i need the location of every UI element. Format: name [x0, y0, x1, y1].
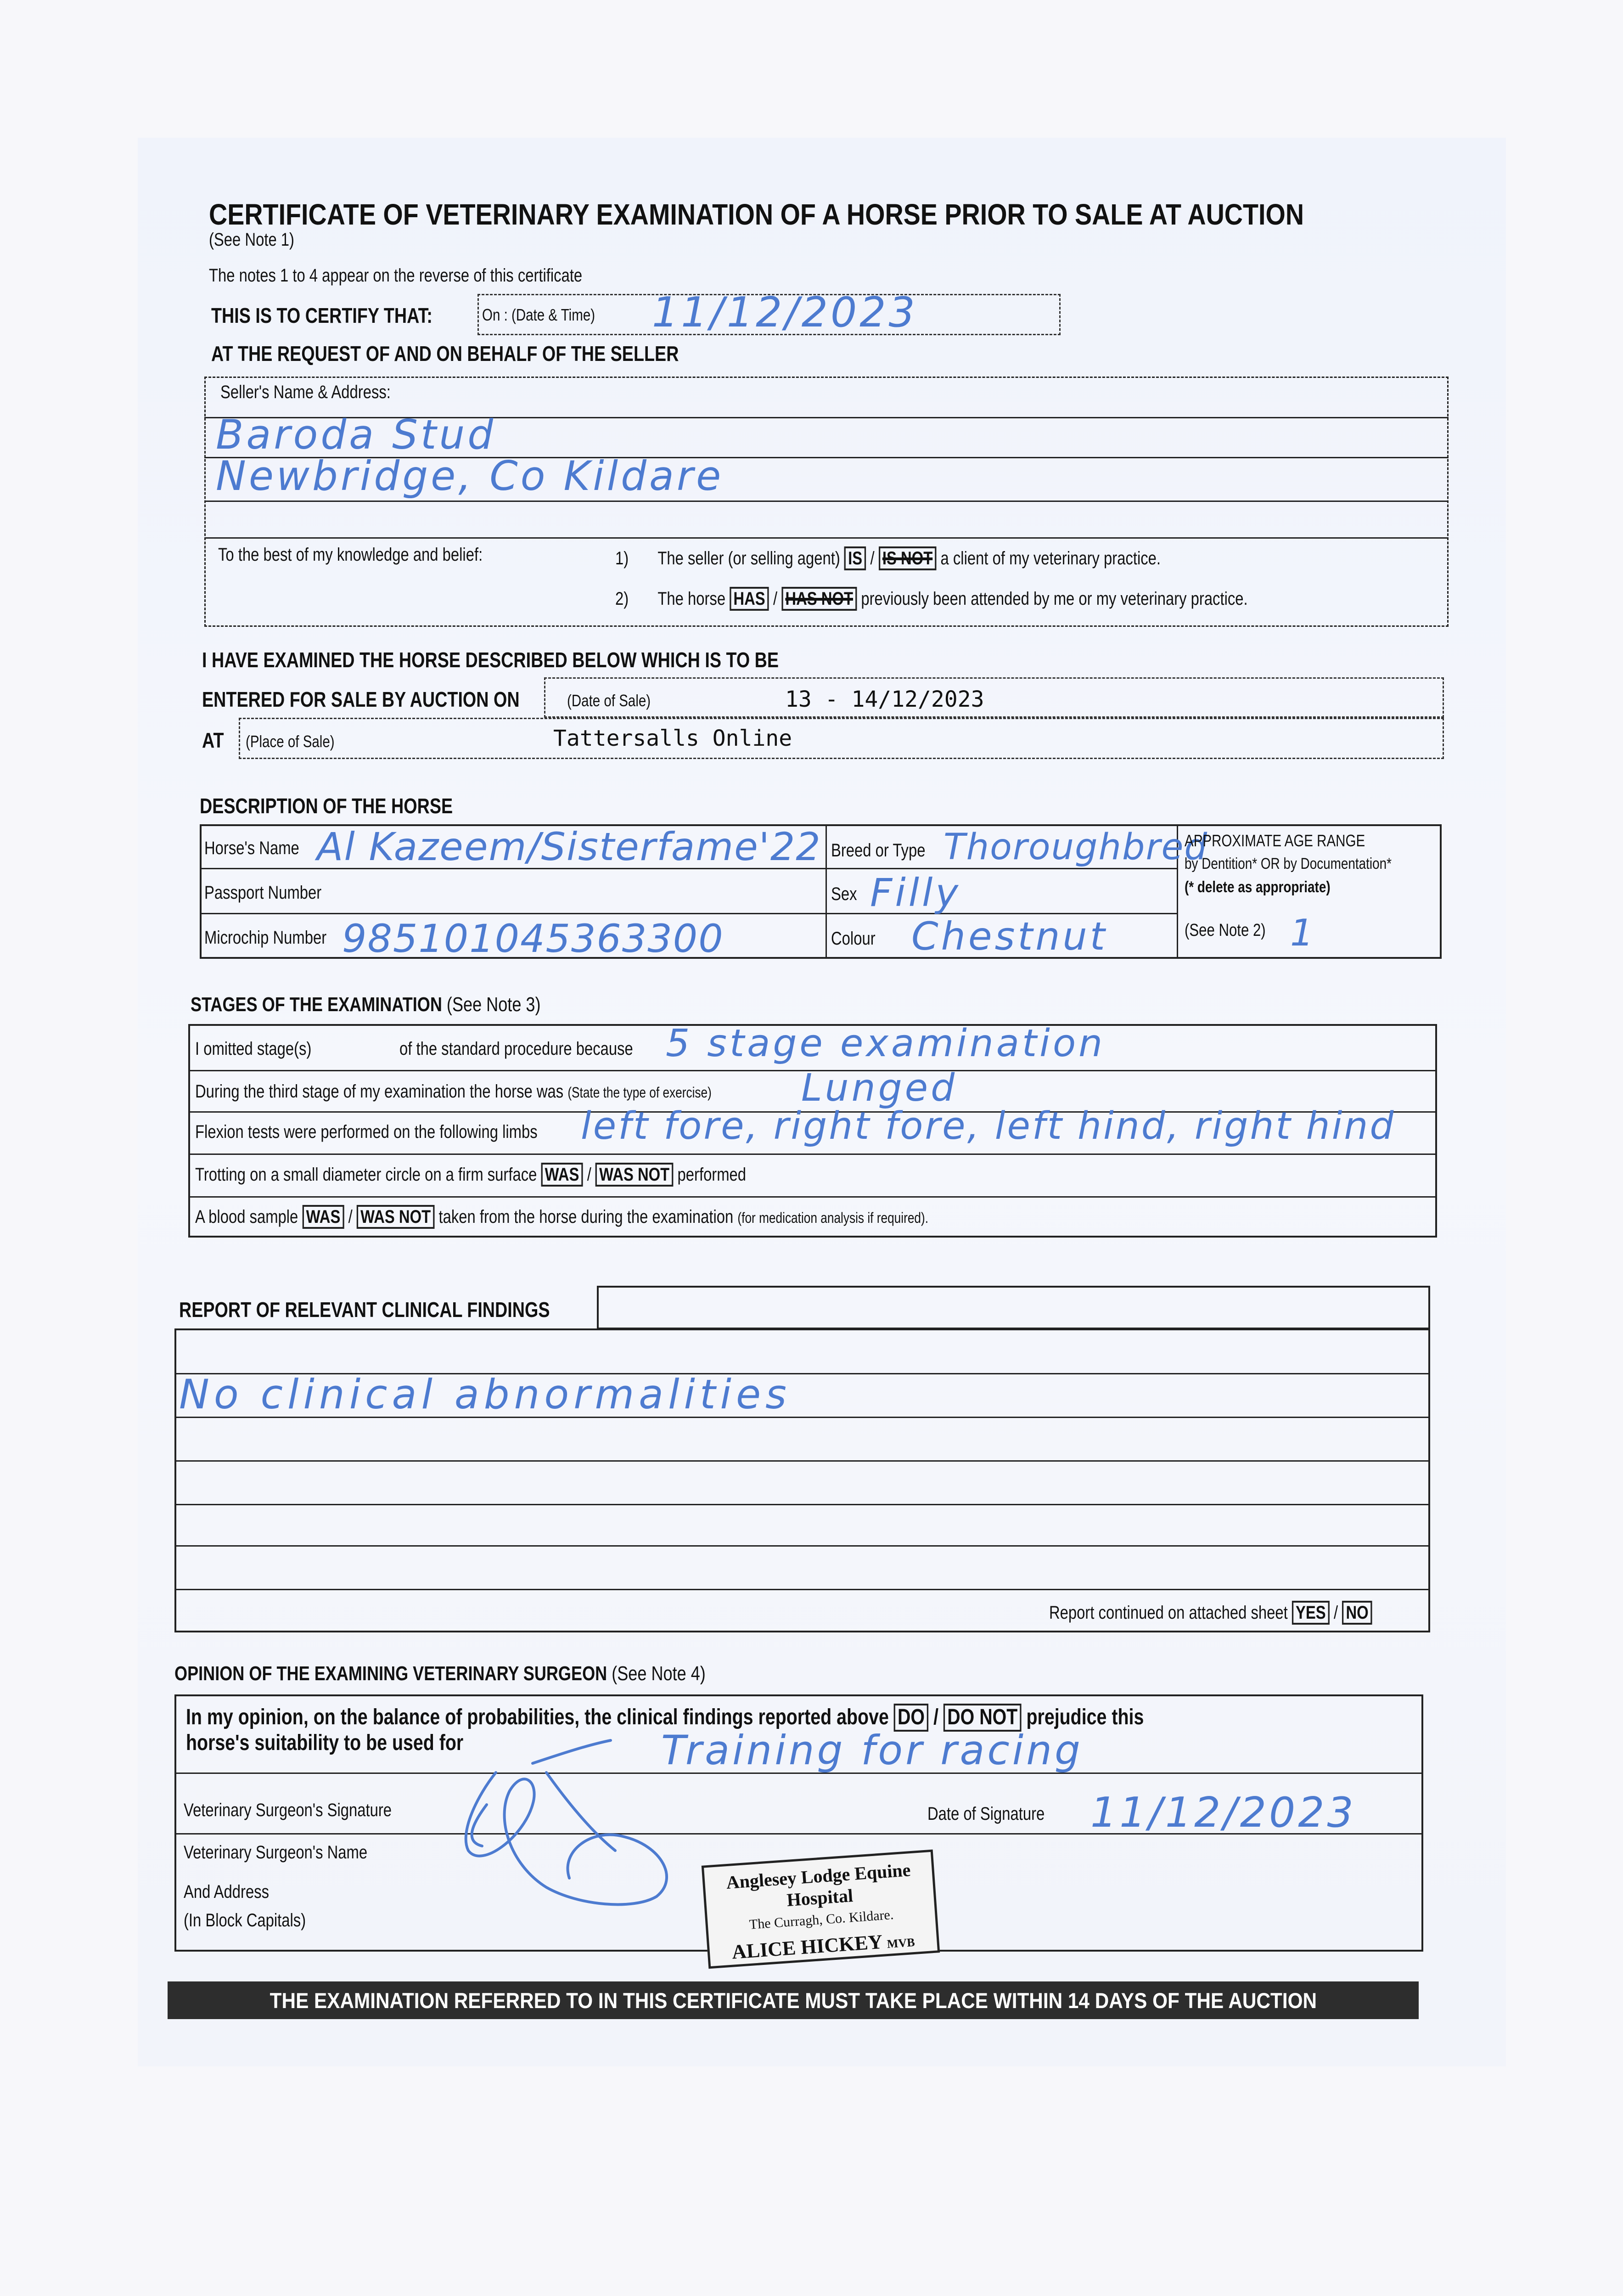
trotting-was-option[interactable]: WAS — [541, 1163, 583, 1187]
trotting-was-not-option[interactable]: WAS NOT — [595, 1163, 673, 1187]
opinion-heading-text: OPINION OF THE EXAMINING VETERINARY SURGEON — [174, 1662, 607, 1685]
opinion-heading — [174, 1662, 706, 1685]
divider — [826, 824, 827, 959]
date-signature-label: Date of Signature — [927, 1804, 1045, 1824]
entered-label: ENTERED FOR SALE BY AUCTION ON — [202, 687, 520, 711]
continued-no-option[interactable]: NO — [1342, 1601, 1372, 1625]
seller-line1: Baroda Stud — [216, 411, 496, 458]
clinical-finding: No clinical abnormalities — [179, 1371, 791, 1418]
blood-pre: A blood sample — [195, 1207, 298, 1227]
seller-is-not-option[interactable]: IS NOT — [879, 546, 937, 570]
trotting-post: performed — [677, 1165, 747, 1185]
seller-item2 — [615, 587, 1248, 611]
item2-num: 2) — [615, 589, 629, 609]
third-stage-value: Lunged — [801, 1066, 958, 1110]
blood-was-not-option[interactable]: WAS NOT — [357, 1205, 434, 1229]
statement-post: prejudice this — [1026, 1705, 1144, 1729]
report-heading: REPORT OF RELEVANT CLINICAL FINDINGS — [179, 1298, 550, 1322]
date-time-value: 11/12/2023 — [652, 288, 918, 337]
divider — [174, 1460, 1430, 1462]
stamp-line1: Anglesey Lodge Equine Hospital — [725, 1859, 911, 1911]
horse-name-label: Horse's Name — [204, 838, 299, 858]
age-range-note: (See Note 2) — [1185, 921, 1266, 940]
description-heading: DESCRIPTION OF THE HORSE — [200, 794, 453, 818]
slash: / — [348, 1207, 353, 1227]
stamp-qualification: MVB — [886, 1935, 915, 1951]
place-of-sale-value: Tattersalls Online — [553, 726, 792, 751]
horse-has-not-option[interactable]: HAS NOT — [781, 587, 857, 611]
sex-label: Sex — [831, 884, 857, 904]
intended-use-value: Training for racing — [661, 1727, 1083, 1774]
item1-pre: The seller (or selling agent) — [657, 548, 840, 568]
colour-value: Chestnut — [911, 914, 1108, 959]
date-of-sale-label: (Date of Sale) — [567, 691, 651, 710]
divider — [204, 537, 1449, 539]
colour-label: Colour — [831, 929, 876, 949]
omitted-label: I omitted stage(s) — [195, 1039, 312, 1059]
item1-post: a client of my veterinary practice. — [940, 548, 1161, 568]
divider — [174, 1589, 1430, 1590]
at-label: AT — [202, 728, 224, 752]
horse-has-option[interactable]: HAS — [730, 587, 769, 611]
passport-label: Passport Number — [204, 883, 322, 903]
seller-is-option[interactable]: IS — [844, 546, 866, 570]
footer-notice-bar — [168, 1981, 1419, 2019]
age-range-delete: (* delete as appropriate) — [1185, 878, 1331, 896]
stamp-vet-name: ALICE HICKEY — [731, 1930, 883, 1964]
blood-was-option[interactable]: WAS — [302, 1205, 344, 1229]
practice-stamp — [702, 1850, 940, 1969]
notes-line: The notes 1 to 4 appear on the reverse of this certificate — [209, 265, 583, 286]
belief-label: To the best of my knowledge and belief: — [218, 545, 483, 565]
date-time-label: On : (Date & Time) — [482, 305, 595, 324]
opinion-do-not-option[interactable]: DO NOT — [943, 1704, 1021, 1732]
blood-post: taken from the horse during the examination — [438, 1207, 734, 1227]
date-of-sale-value: 13 - 14/12/2023 — [785, 687, 984, 712]
slash: / — [587, 1165, 591, 1185]
vet-address-label: And Address — [184, 1882, 269, 1902]
flexion-label: Flexion tests were performed on the following limbs — [195, 1122, 538, 1142]
seller-name-address-label: Seller's Name & Address: — [220, 382, 391, 402]
item1-num: 1) — [615, 548, 629, 568]
footer-notice: THE EXAMINATION REFERRED TO IN THIS CERTIFICATE MUST TAKE PLACE WITHIN 14 DAYS OF THE AUCTION — [270, 1988, 1317, 2013]
title-note: (See Note 1) — [209, 230, 294, 250]
blood-note: (for medication analysis if required). — [737, 1210, 929, 1226]
breed-label: Breed or Type — [831, 840, 926, 861]
stamp-line2: The Curragh, Co. Kildare. — [748, 1907, 894, 1932]
sex-value: Filly — [870, 870, 961, 915]
age-range-by: by Dentition* OR by Documentation* — [1185, 855, 1392, 872]
blood-row — [195, 1205, 928, 1229]
age-range-title: APPROXIMATE AGE RANGE — [1185, 831, 1365, 850]
trotting-row — [195, 1163, 746, 1187]
slash: / — [933, 1705, 939, 1729]
block-capitals-label: (In Block Capitals) — [184, 1910, 306, 1930]
third-stage-label — [195, 1081, 712, 1102]
report-header-field — [597, 1286, 1430, 1329]
opinion-do-option[interactable]: DO — [894, 1704, 928, 1732]
divider — [174, 1504, 1430, 1505]
slash: / — [870, 548, 875, 568]
opinion-heading-note: (See Note 4) — [612, 1662, 706, 1685]
seller-line2: Newbridge, Co Kildare — [216, 452, 724, 500]
examined-label: I HAVE EXAMINED THE HORSE DESCRIBED BELOW WHICH IS TO BE — [202, 648, 779, 672]
trotting-pre: Trotting on a small diameter circle on a firm surface — [195, 1165, 537, 1185]
third-stage-text: During the third stage of my examination the horse was — [195, 1081, 564, 1102]
omitted-value: 5 stage examination — [666, 1022, 1106, 1065]
statement-pre: In my opinion, on the balance of probabilities, the clinical findings reported above — [186, 1705, 889, 1729]
omitted-mid: of the standard procedure because — [399, 1039, 633, 1059]
third-stage-note: (State the type of exercise) — [567, 1084, 712, 1101]
stages-heading — [191, 993, 540, 1016]
vet-signature — [441, 1713, 698, 1970]
horse-name-value: Al Kazeem/Sisterfame'22 — [317, 824, 821, 869]
continued-label: Report continued on attached sheet — [1049, 1603, 1288, 1623]
place-of-sale-field[interactable] — [239, 718, 1444, 759]
breed-value: Thoroughbred — [943, 827, 1208, 868]
stages-heading-note: (See Note 3) — [446, 993, 541, 1016]
place-of-sale-label: (Place of Sale) — [246, 732, 335, 751]
signature-label: Veterinary Surgeon's Signature — [184, 1800, 392, 1820]
certify-label: THIS IS TO CERTIFY THAT: — [211, 304, 433, 327]
stages-heading-text: STAGES OF THE EXAMINATION — [191, 993, 442, 1016]
divider — [188, 1154, 1437, 1155]
slash: / — [1333, 1603, 1338, 1623]
seller-item1 — [615, 546, 1161, 570]
date-of-sale-field[interactable] — [544, 677, 1444, 718]
continued-yes-option[interactable]: YES — [1292, 1601, 1330, 1625]
flexion-value: left fore, right fore, left hind, right hind — [581, 1104, 1396, 1148]
age-range-value: 1 — [1290, 912, 1316, 954]
statement-line2: horse's suitability to be used for — [186, 1731, 464, 1755]
microchip-value: 985101045363300 — [342, 916, 724, 961]
microchip-label: Microchip Number — [204, 928, 327, 948]
vet-name-label: Veterinary Surgeon's Name — [184, 1842, 368, 1863]
request-label: AT THE REQUEST OF AND ON BEHALF OF THE SELLER — [211, 342, 679, 366]
page-title: CERTIFICATE OF VETERINARY EXAMINATION OF A HORSE PRIOR TO SALE AT AUCTION — [209, 198, 1304, 231]
date-signature-value: 11/12/2023 — [1090, 1789, 1356, 1837]
divider — [174, 1545, 1430, 1547]
slash: / — [773, 589, 778, 609]
divider — [188, 1196, 1437, 1198]
item2-post: previously been attended by me or my veterinary practice. — [861, 589, 1248, 609]
report-continued-row — [1049, 1601, 1372, 1625]
divider — [204, 501, 1449, 502]
item2-pre: The horse — [657, 589, 726, 609]
